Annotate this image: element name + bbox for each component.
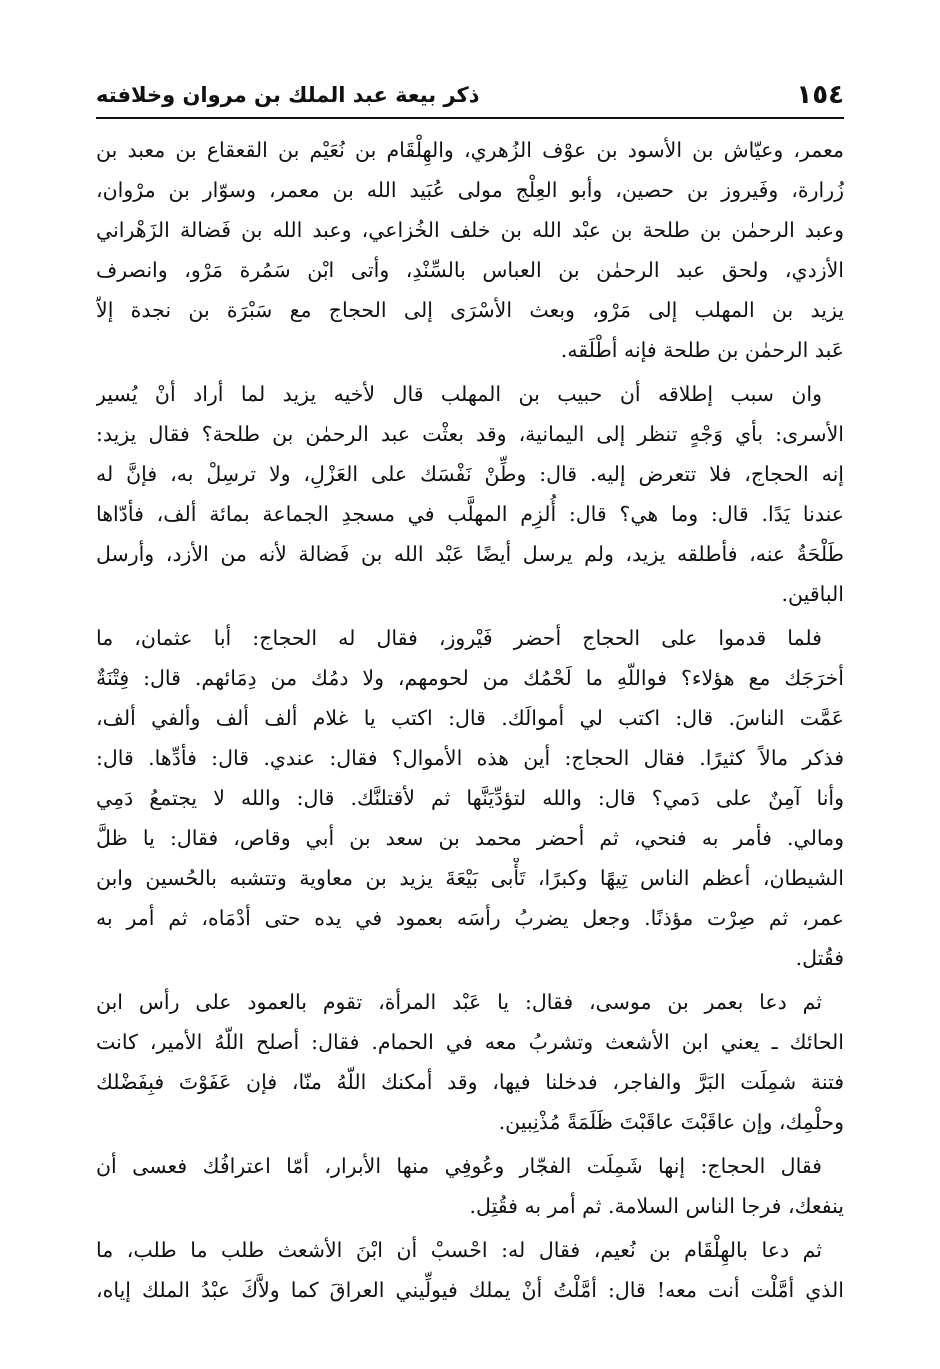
text-line: فقال الحجاج: إنها شَمِلَت الفجّار وعُوفِي منها الأبرار، أمّا اعترافُك فعسى أن xyxy=(96,1154,822,1178)
text-line: عمر، ثم صِرْت مؤذنًا. وجعل يضربُ رأسَه بعمود في يده حتى أدْمَاه، ثم أمر به xyxy=(96,906,844,930)
text-line: عندنا يَدًا. قال: وما هي؟ قال: أُلزِم المهلَّب في مسجدِ الجماعة بمائة ألف، فأدّاها xyxy=(96,502,844,526)
text-line: طَلْحَةُ عنه، فأطلقه يزيد، ولم يرسل أيضًا عَبْد الله بن فَضالة لأنه من الأزد، وأرسل xyxy=(96,542,844,566)
text-line: أخرَجَك مع هؤلاء؟ فواللّهِ ما لَحْمُك من لحومهم، ولا دمُك من دِمَائهم. قال: فِتْنَةٌ xyxy=(96,666,844,690)
text-line: إنه الحجاج، فلا تتعرض إليه. قال: وطِّنْ نَفْسَك على العَزْلِ، ولا ترسِلْ به، فإنَّ له xyxy=(96,462,844,486)
text-line: وان سبب إطلاقه أن حبيب بن المهلب قال لأخيه يزيد لما أراد أنْ يُسير xyxy=(96,382,822,406)
text-line: الذي أمَّلْت أنت معه! قال: أمَّلْتُ أنْ يملك فيولِّيني العراقَ كما ولاَّكَ عبْدُ الملك إياه، xyxy=(96,1278,844,1302)
text-line: فذكر مالاً كثيرًا. فقال الحجاج: أين هذه الأموال؟ فقال: عندي. قال: فأدِّها. قال: xyxy=(96,746,844,770)
text-line: وأنا آمِنٌ على دَمي؟ قال: والله لتؤدِّيَنَّها ثم لأقتلنَّك. قال: والله لا يجتمعُ دَمِي xyxy=(96,786,844,810)
text-line: زُرارة، وفَيروز بن حصين، وأبو العِلْج مولى عُبَيد الله بن معمر، وسوّار بن مرْوان، xyxy=(96,178,844,202)
paragraph xyxy=(96,374,844,614)
paragraph xyxy=(96,1146,844,1226)
text-line: عَمَّت الناسَ. قال: اكتب لي أموالَك. قال: اكتب يا غلام ألف ألف وألفي ألف، xyxy=(96,706,844,730)
text-line: ثم دعا بعمر بن موسى، فقال: يا عَبْد المرأة، تقوم بالعمود على رأس ابن xyxy=(96,990,822,1014)
text-line: يزيد بن المهلب إلى مَرْو، وبعث الأسْرَى إلى الحجاج مع سَبْرَة بن نجدة إلاّ xyxy=(96,298,844,322)
text-line: الشيطان، أعظم الناس تِيهًا وكبرًا، تَأْبى بَيْعَةَ يزيد بن معاوية وتتشبه بالحُسين وابن xyxy=(96,866,844,890)
text-line: فقُتل. xyxy=(795,946,844,970)
text-line: عَبد الرحمٰن بن طلحة فإنه أطْلَقه. xyxy=(560,338,844,362)
paragraph xyxy=(96,982,844,1142)
text-line: معمر، وعيّاش بن الأسود بن عوْف الزُهري، والهِلْقَام بن نُعَيْم بن القعقاع بن معبد بن xyxy=(96,138,844,162)
page-number: ١٥٤ xyxy=(796,80,844,110)
text-line: ثم دعا بالهِلْقَام بن نُعيم، فقال له: احْسبْ أن ابْنَ الأشعث طلب ما طلب، ما xyxy=(96,1238,822,1262)
paragraph xyxy=(96,1230,844,1310)
body-text xyxy=(96,130,844,1314)
text-line: وحلْمِك، وإن عاقَبْتَ عاقَبْتَ ظَلَمَةً مُذْنِبين. xyxy=(498,1110,844,1134)
text-line: وعبد الرحمٰن بن طلحة بن عبْد الله بن خلف الخُزاعي، وعبد الله بن فَضالة الزَهْراني xyxy=(96,218,844,242)
text-line: فلما قدموا على الحجاج أحضر فَيْروز، فقال له الحجاج: أبا عثمان، ما xyxy=(96,626,822,650)
running-title: ذكر بيعة عبد الملك بن مروان وخلافته xyxy=(96,83,480,107)
text-line: فتنة شمِلَت البَرَّ والفاجر، فدخلنا فيها، وقد أمكنك اللّهُ منّا، فإن عَفَوْتَ فبِفَضْلك xyxy=(96,1070,844,1094)
header-rule xyxy=(96,117,844,119)
text-line: الأسرى: بأي وَجْهٍ تنظر إلى اليمانية، وقد بعثْت عبد الرحمٰن بن طلحة؟ فقال يزيد: xyxy=(96,422,844,446)
text-line: ومالي. فأمر به فنحي، ثم أحضر محمد بن سعد بن أبي وقاص، فقال: يا ظلَّ xyxy=(96,826,844,850)
text-line: الباقين. xyxy=(781,582,844,606)
text-line: الحائك ـ يعني ابن الأشعث وتشربُ معه في الحمام. فقال: أصلح اللّهُ الأمير، كانت xyxy=(96,1030,844,1054)
paragraph xyxy=(96,618,844,978)
text-line: ينفعك، فرجا الناس السلامة. ثم أمر به فقُتِل. xyxy=(469,1194,844,1218)
paragraph xyxy=(96,130,844,370)
running-head xyxy=(96,78,844,112)
text-line: الأزدي، ولحق عبد الرحمٰن بن العباس بالسِّنْدِ، وأتى ابْن سَمُرة مَرْو، وانصرف xyxy=(96,258,844,282)
